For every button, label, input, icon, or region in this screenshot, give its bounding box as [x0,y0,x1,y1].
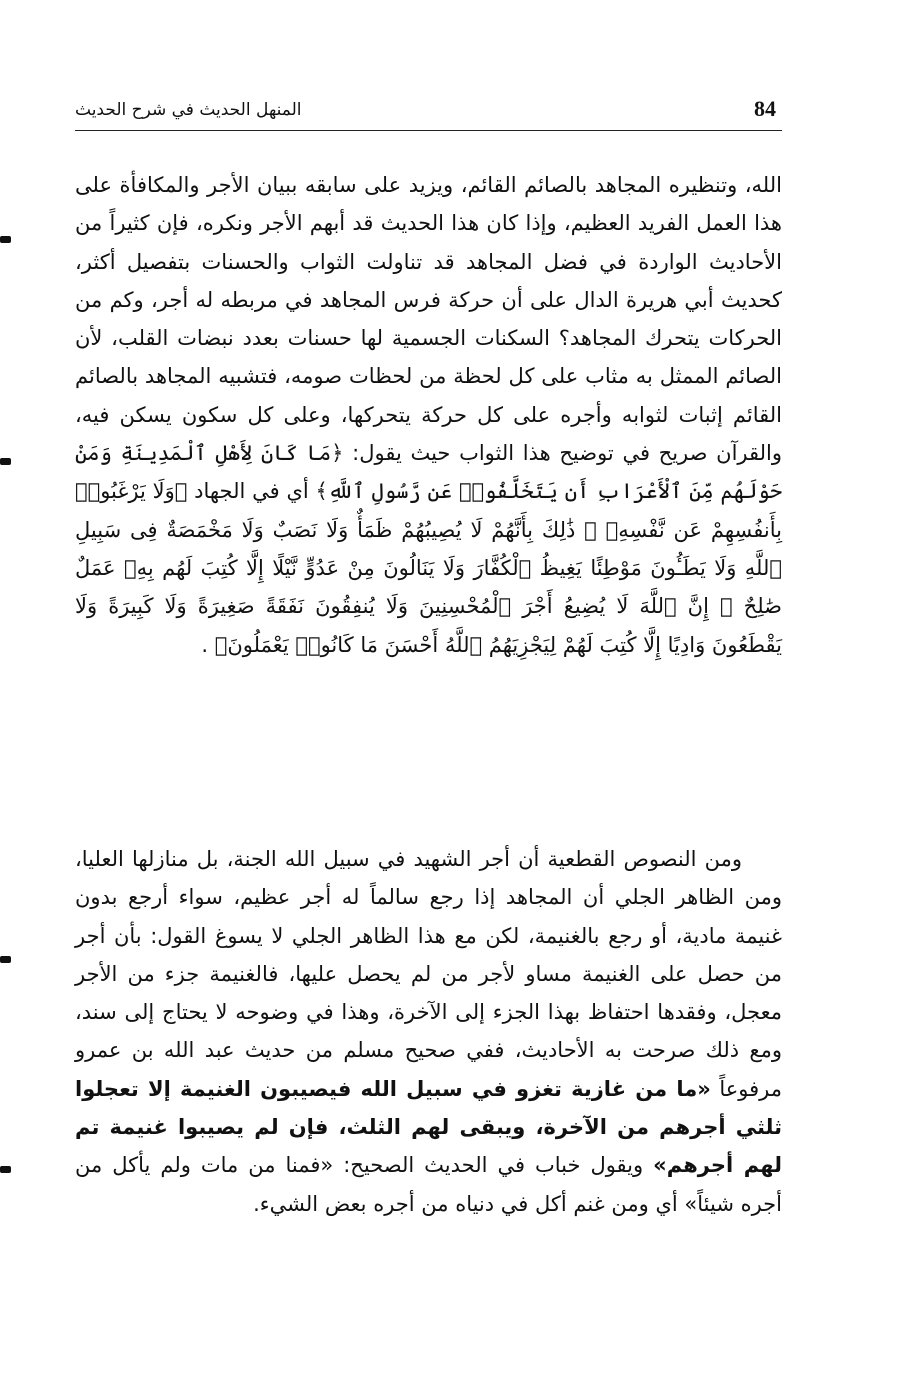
page-number: 84 [754,96,776,121]
verse-connector: أي في الجهاد [187,479,316,504]
header-rule [75,130,782,131]
paragraph-1 [75,166,782,664]
paragraph-1-text [75,166,782,664]
margin-scan-mark [0,1166,11,1173]
paragraph-1-end: . [201,632,209,657]
quran-verse-2: ﴿وَلَا يَرْغَبُوا۟ بِأَنفُسِهِمْ عَن نَّفْسِهِۦ ۚ ذَٰلِكَ بِأَنَّهُمْ لَا يُصِيبُهُمْ ظَمَأٌ وَلَا نَصَبٌ وَلَا مَخْمَصَةٌ فِى سَبِيلِ ٱللَّهِ وَلَا يَطَـُٔونَ مَوْطِئًا يَغِيظُ ٱلْكُفَّارَ وَلَا يَنَالُونَ مِنْ عَدُوٍّ نَّيْلًا إِلَّا كُتِبَ لَهُم بِهِۦ عَمَلٌ صَٰلِحٌ ۚ إِنَّ ٱللَّهَ لَا يُضِيعُ أَجْرَ ٱلْمُحْسِنِينَ وَلَا يُنفِقُونَ نَفَقَةً صَغِيرَةً وَلَا كَبِيرَةً وَلَا يَقْطَعُونَ وَادِيًا إِلَّا كُتِبَ لَهُمْ لِيَجْزِيَهُمُ ٱللَّهُ أَحْسَنَ مَا كَانُوا۟ يَعْمَلُونَ﴾ [75,479,782,657]
hadith-quote: «ما من غازية تغزو في سبيل الله فيصيبون الغنيمة إلا تعجلوا ثلثي أجرهم من الآخرة، ويبقى لهم الثلث، فإن لم يصيبوا غنيمة تم لهم أجرهم» [75,1076,782,1178]
margin-scan-mark [0,956,11,963]
paragraph-2-text [75,840,782,1223]
paragraph-1-intro: الله، وتنظيره المجاهد بالصائم القائم، ويزيد على سابقه ببيان الأجر والمكافأة على هذا العمل الفريد العظيم، وإذا كان هذا الحديث قد أبهم الأجر ونكره، فإن كثيراً من الأحاديث الواردة في فضل المجاهد قد تناولت الثواب والحسنات بتفصيل أكثر، كحديث أبي هريرة الدال على أن حركة فرس المجاهد في مربطه له أجر، وكم من الحركات يتحرك المجاهد؟ السكنات الجسمية لها حسنات بعدد نبضات القلب، لأن الصائم الممثل به مثاب على كل لحظة من لحظات صومه، فتشبيه المجاهد بالصائم القائم إثبات لثوابه وأجره على كل حركة يتحركها، وعلى كل سكون يسكن فيه، والقرآن صريح في توضيح هذا الثواب حيث يقول: [75,173,782,466]
running-title: المنهل الحديث في شرح الحديث [75,100,302,120]
margin-scan-mark [0,458,11,465]
paragraph-2 [75,840,782,1223]
paragraph-2-intro: ومن النصوص القطعية أن أجر الشهيد في سبيل الله الجنة، بل منازلها العليا، ومن الظاهر الجلي أن المجاهد إذا رجع سالماً له أجر عظيم، سواء أرجع بدون غنيمة مادية، أو رجع بالغنيمة، لكن مع هذا الظاهر الجلي لا يسوغ القول: بأن أجر من حصل على الغنيمة مساو لأجر من لم يحصل عليها، فالغنيمة جزء من الأجر معجل، وفقدها احتفاظ بهذا الجزء إلى الآخرة، وهذا في وضوحه لا يحتاج إلى سند، ومع ذلك صرحت به الأحاديث، ففي صحيح مسلم من حديث عبد الله بن عمرو مرفوعاً [75,847,782,1101]
quran-verse-1: ﴿مَا كَانَ لِأَهْلِ ٱلْمَدِينَةِ وَمَنْ حَوْلَهُم مِّنَ ٱلْأَعْرَابِ أَن يَتَخَلَّفُوا۟ عَن رَّسُولِ ٱللَّهِ﴾ [75,441,783,504]
paragraph-2-continuation: ويقول خباب في الحديث الصحيح: «فمنا من مات ولم يأكل من أجره شيئاً» أي ومن غنم أكل في دنياه من أجره بعض الشيء. [75,1153,782,1216]
margin-scan-mark [0,236,11,243]
